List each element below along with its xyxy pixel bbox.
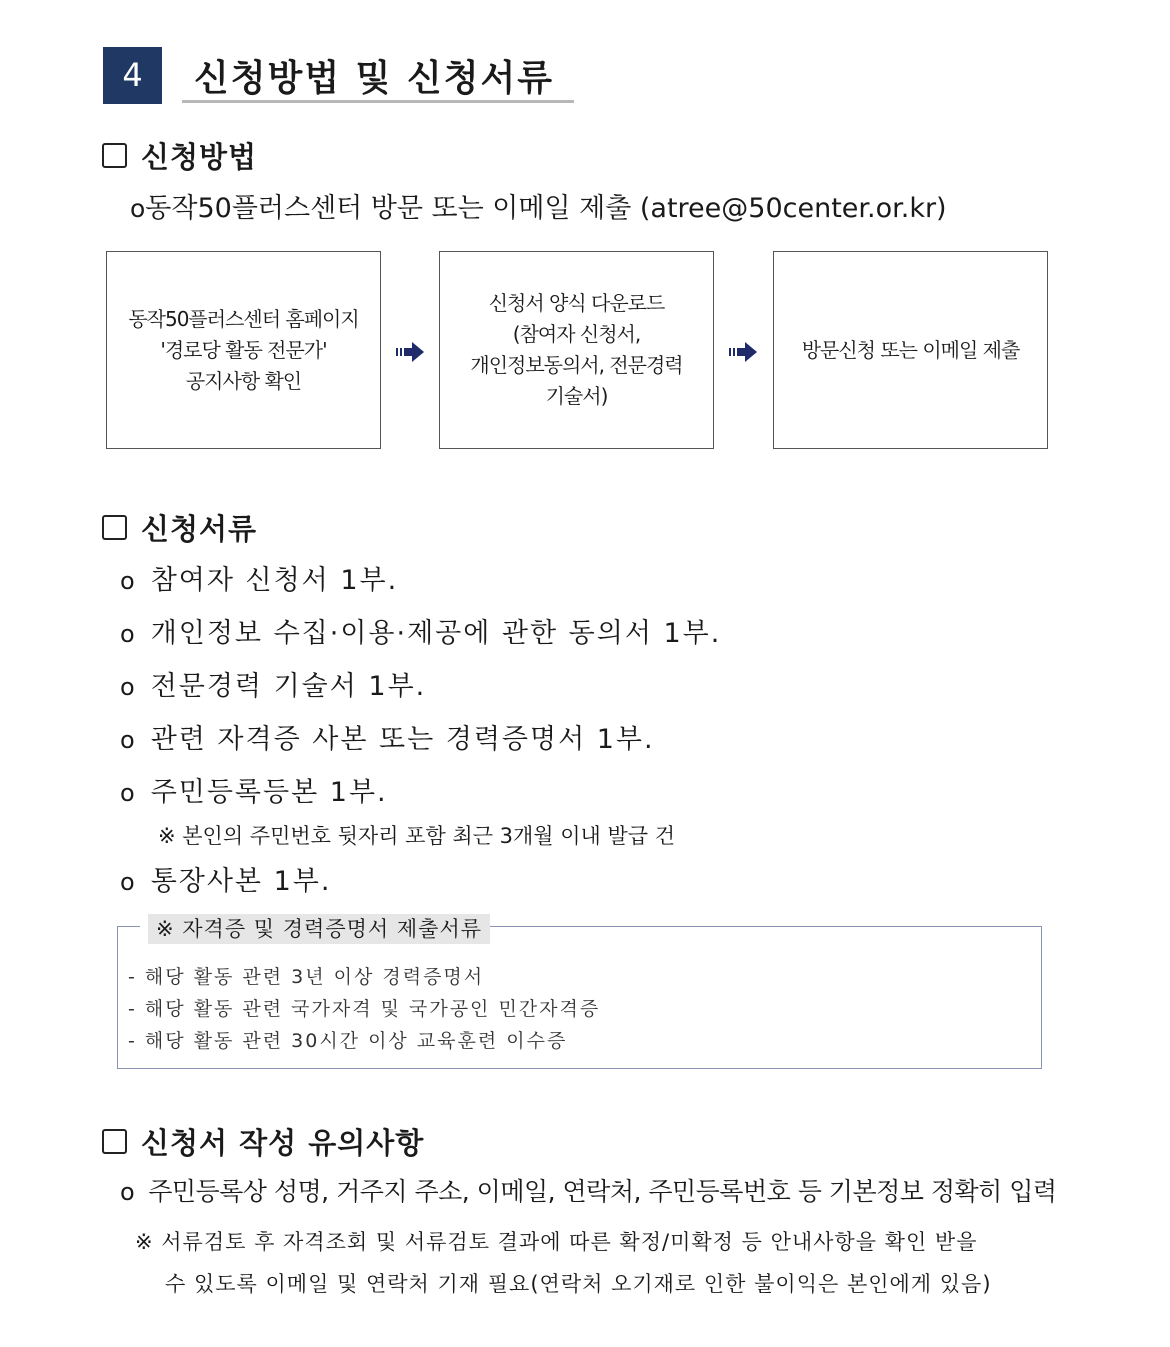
list-item-text: 개인정보 수집·이용·제공에 관한 동의서 1부. [150, 618, 722, 649]
list-item [120, 770, 388, 809]
method-text [130, 186, 947, 225]
checkbox-icon [102, 1129, 127, 1154]
bullet-icon: o [120, 779, 137, 807]
list-item-text: 주민등록등본 1부. [150, 777, 388, 808]
arrow-right-icon [396, 341, 426, 363]
list-item-text: 전문경력 기술서 1부. [150, 671, 427, 702]
arrow-right-icon [729, 341, 759, 363]
list-item-text: 통장사본 1부. [150, 866, 332, 897]
checkbox-icon [102, 143, 127, 168]
box-list-item: - 해당 활동 관련 30시간 이상 교육훈련 이수증 [128, 1030, 568, 1052]
bullet-icon: o [120, 868, 137, 896]
caution-heading [102, 1121, 424, 1162]
method-heading [102, 135, 257, 176]
method-text-label: 동작50플러스센터 방문 또는 이메일 제출 (atree@50center.or.kr) [145, 193, 947, 224]
checkbox-icon [102, 515, 127, 540]
flow-step-3 [773, 251, 1048, 449]
bullet-icon: o [120, 673, 137, 701]
list-item-text: 관련 자격증 사본 또는 경력증명서 1부. [150, 724, 655, 755]
caution-item-text: 주민등록상 성명, 거주지 주소, 이메일, 연락처, 주민등록번호 등 기본정보 정확히 입력 [148, 1177, 1057, 1206]
caution-note-line2: 수 있도록 이메일 및 연락처 기재 필요(연락처 오기재로 인한 불이익은 본인에게 있음) [165, 1272, 992, 1296]
bullet-icon: o [130, 194, 146, 223]
caution-heading-label: 신청서 작성 유의사항 [141, 1126, 425, 1160]
section-number: 4 [103, 47, 162, 104]
bullet-icon: o [120, 1178, 135, 1206]
flow-step-1-text: 동작50플러스센터 홈페이지 '경로당 활동 전문가' 공지사항 확인 [128, 306, 359, 393]
section-title: 신청방법 및 신청서류 [194, 58, 555, 99]
flow-step-1 [106, 251, 381, 449]
section-title-underline [182, 100, 574, 103]
flow-step-2 [439, 251, 714, 449]
box-list-item: - 해당 활동 관련 3년 이상 경력증명서 [128, 966, 485, 988]
bullet-icon: o [120, 620, 137, 648]
box-list-item: - 해당 활동 관련 국가자격 및 국가공인 민간자격증 [128, 998, 601, 1020]
caution-note-line1: ※ 서류검토 후 자격조회 및 서류검토 결과에 따른 확정/미확정 등 안내사항을 확인 받을 [135, 1230, 978, 1254]
list-item [120, 558, 398, 597]
bullet-icon: o [120, 726, 137, 754]
submission-docs-box-title: ※ 자격증 및 경력증명서 제출서류 [148, 914, 490, 944]
documents-heading-label: 신청서류 [141, 512, 258, 546]
list-item [120, 611, 721, 650]
flow-step-3-text: 방문신청 또는 이메일 제출 [801, 337, 1020, 362]
flow-step-2-text: 신청서 양식 다운로드 (참여자 신청서, 개인정보동의서, 전문경력 기술서) [470, 291, 683, 408]
method-heading-label: 신청방법 [141, 140, 258, 174]
documents-heading [102, 507, 257, 548]
list-item [120, 664, 426, 703]
bullet-icon: o [120, 567, 137, 595]
caution-item [120, 1172, 1057, 1208]
resident-note: ※ 본인의 주민번호 뒷자리 포함 최근 3개월 이내 발급 건 [158, 824, 676, 848]
list-item [120, 859, 331, 898]
list-item-text: 참여자 신청서 1부. [150, 565, 399, 596]
list-item [120, 717, 655, 756]
